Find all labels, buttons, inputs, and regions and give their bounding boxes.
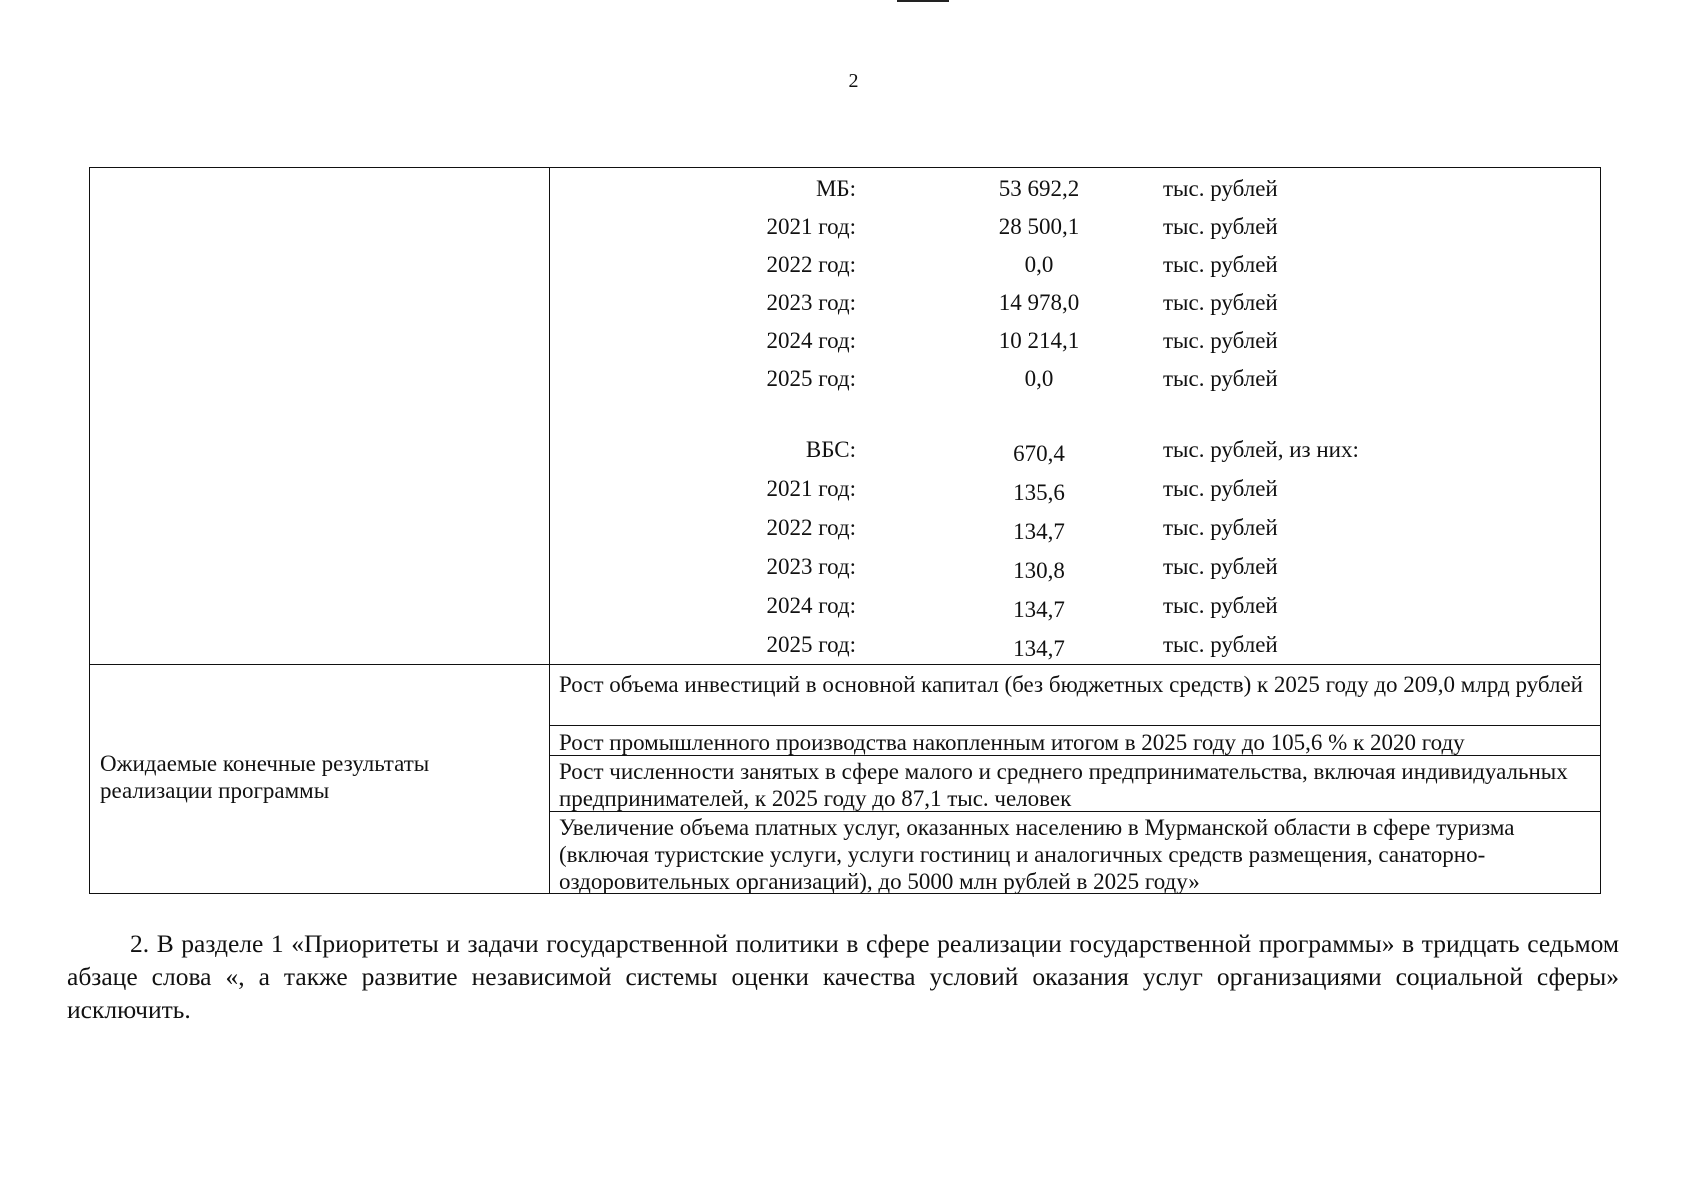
financing-unit: тыс. рублей (1163, 290, 1278, 315)
financing-unit: тыс. рублей (1163, 593, 1278, 618)
result-divider (549, 725, 1600, 726)
financing-label: 2022 год: (766, 515, 856, 540)
financing-value: 0,0 (1024, 366, 1054, 391)
program-passport-table (89, 167, 1601, 894)
financing-label: 2024 год: (766, 593, 856, 618)
financing-row-vbs-total (549, 432, 1600, 468)
financing-unit: тыс. рублей (1163, 176, 1278, 201)
financing-value: 14 978,0 (998, 290, 1080, 315)
financing-row-vbs-2025 (549, 627, 1600, 663)
financing-row-vbs-2022 (549, 510, 1600, 546)
row-divider (90, 664, 1600, 665)
financing-unit: тыс. рублей (1163, 515, 1278, 540)
financing-value: 134,7 (1013, 519, 1065, 544)
financing-label: 2023 год: (766, 554, 856, 579)
result-divider (549, 755, 1600, 756)
financing-value: 10 214,1 (998, 328, 1080, 353)
financing-label: 2025 год: (766, 632, 856, 657)
financing-row-vbs-2023 (549, 549, 1600, 585)
financing-row-mb-2024 (549, 323, 1600, 359)
financing-row-mb-2025 (549, 361, 1600, 397)
financing-unit: тыс. рублей (1163, 252, 1278, 277)
financing-value: 134,7 (1013, 597, 1065, 622)
financing-unit: тыс. рублей (1163, 476, 1278, 501)
financing-label: ВБС: (805, 437, 856, 462)
financing-value: 670,4 (1013, 441, 1065, 466)
financing-label: 2024 год: (766, 328, 856, 353)
result-item-tourism: Увеличение объема платных услуг, оказанных населению в Мурманской области в сфере туризма (включая туристские услуги, услуги гостиниц и аналогичных средств размещения, санаторно-оздоровительных организаций), до 5000 млн рублей в 2025 году» (559, 815, 1515, 894)
amendment-paragraph: 2. В разделе 1 «Приоритеты и задачи государственной политики в сфере реализации государственной программы» в тридцать седьмом абзаце слова «, а также развитие независимой системы оценки качества условий оказания услуг организациями социальной сферы» исключить. (67, 929, 1619, 1024)
scan-mark (897, 0, 949, 2)
financing-label: МБ: (815, 176, 856, 201)
financing-unit: тыс. рублей (1163, 554, 1278, 579)
financing-row-vbs-2024 (549, 588, 1600, 624)
financing-row-mb-2022 (549, 247, 1600, 283)
results-label: Ожидаемые конечные результаты реализации программы (100, 751, 430, 803)
financing-unit: тыс. рублей (1163, 366, 1278, 391)
financing-label: 2023 год: (766, 290, 856, 315)
financing-unit: тыс. рублей (1163, 632, 1278, 657)
result-item-employment: Рост численности занятых в сфере малого и среднего предпринимательства, включая индивидуальных предпринимателей, к 2025 году до 87,1 тыс. человек (559, 759, 1568, 811)
financing-value: 130,8 (1013, 558, 1065, 583)
financing-value: 135,6 (1013, 480, 1065, 505)
financing-unit: тыс. рублей, из них: (1163, 437, 1359, 462)
financing-row-mb-total (549, 171, 1600, 207)
financing-unit: тыс. рублей (1163, 328, 1278, 353)
financing-row-mb-2023 (549, 285, 1600, 321)
financing-label: 2025 год: (766, 366, 856, 391)
financing-label: 2022 год: (766, 252, 856, 277)
financing-label: 2021 год: (766, 214, 856, 239)
financing-value: 134,7 (1013, 636, 1065, 661)
financing-value: 28 500,1 (998, 214, 1080, 239)
financing-row-mb-2021 (549, 209, 1600, 245)
result-divider (549, 811, 1600, 812)
result-item-investments: Рост объема инвестиций в основной капитал (без бюджетных средств) к 2025 году до 209,0 млрд рублей (559, 672, 1583, 697)
financing-label: 2021 год: (766, 476, 856, 501)
financing-unit: тыс. рублей (1163, 214, 1278, 239)
financing-value: 53 692,2 (998, 176, 1080, 201)
result-item-industry: Рост промышленного производства накопленным итогом в 2025 году до 105,6 % к 2020 году (559, 730, 1465, 755)
page-number: 2 (848, 70, 859, 92)
financing-value: 0,0 (1024, 252, 1054, 277)
financing-row-vbs-2021 (549, 471, 1600, 507)
